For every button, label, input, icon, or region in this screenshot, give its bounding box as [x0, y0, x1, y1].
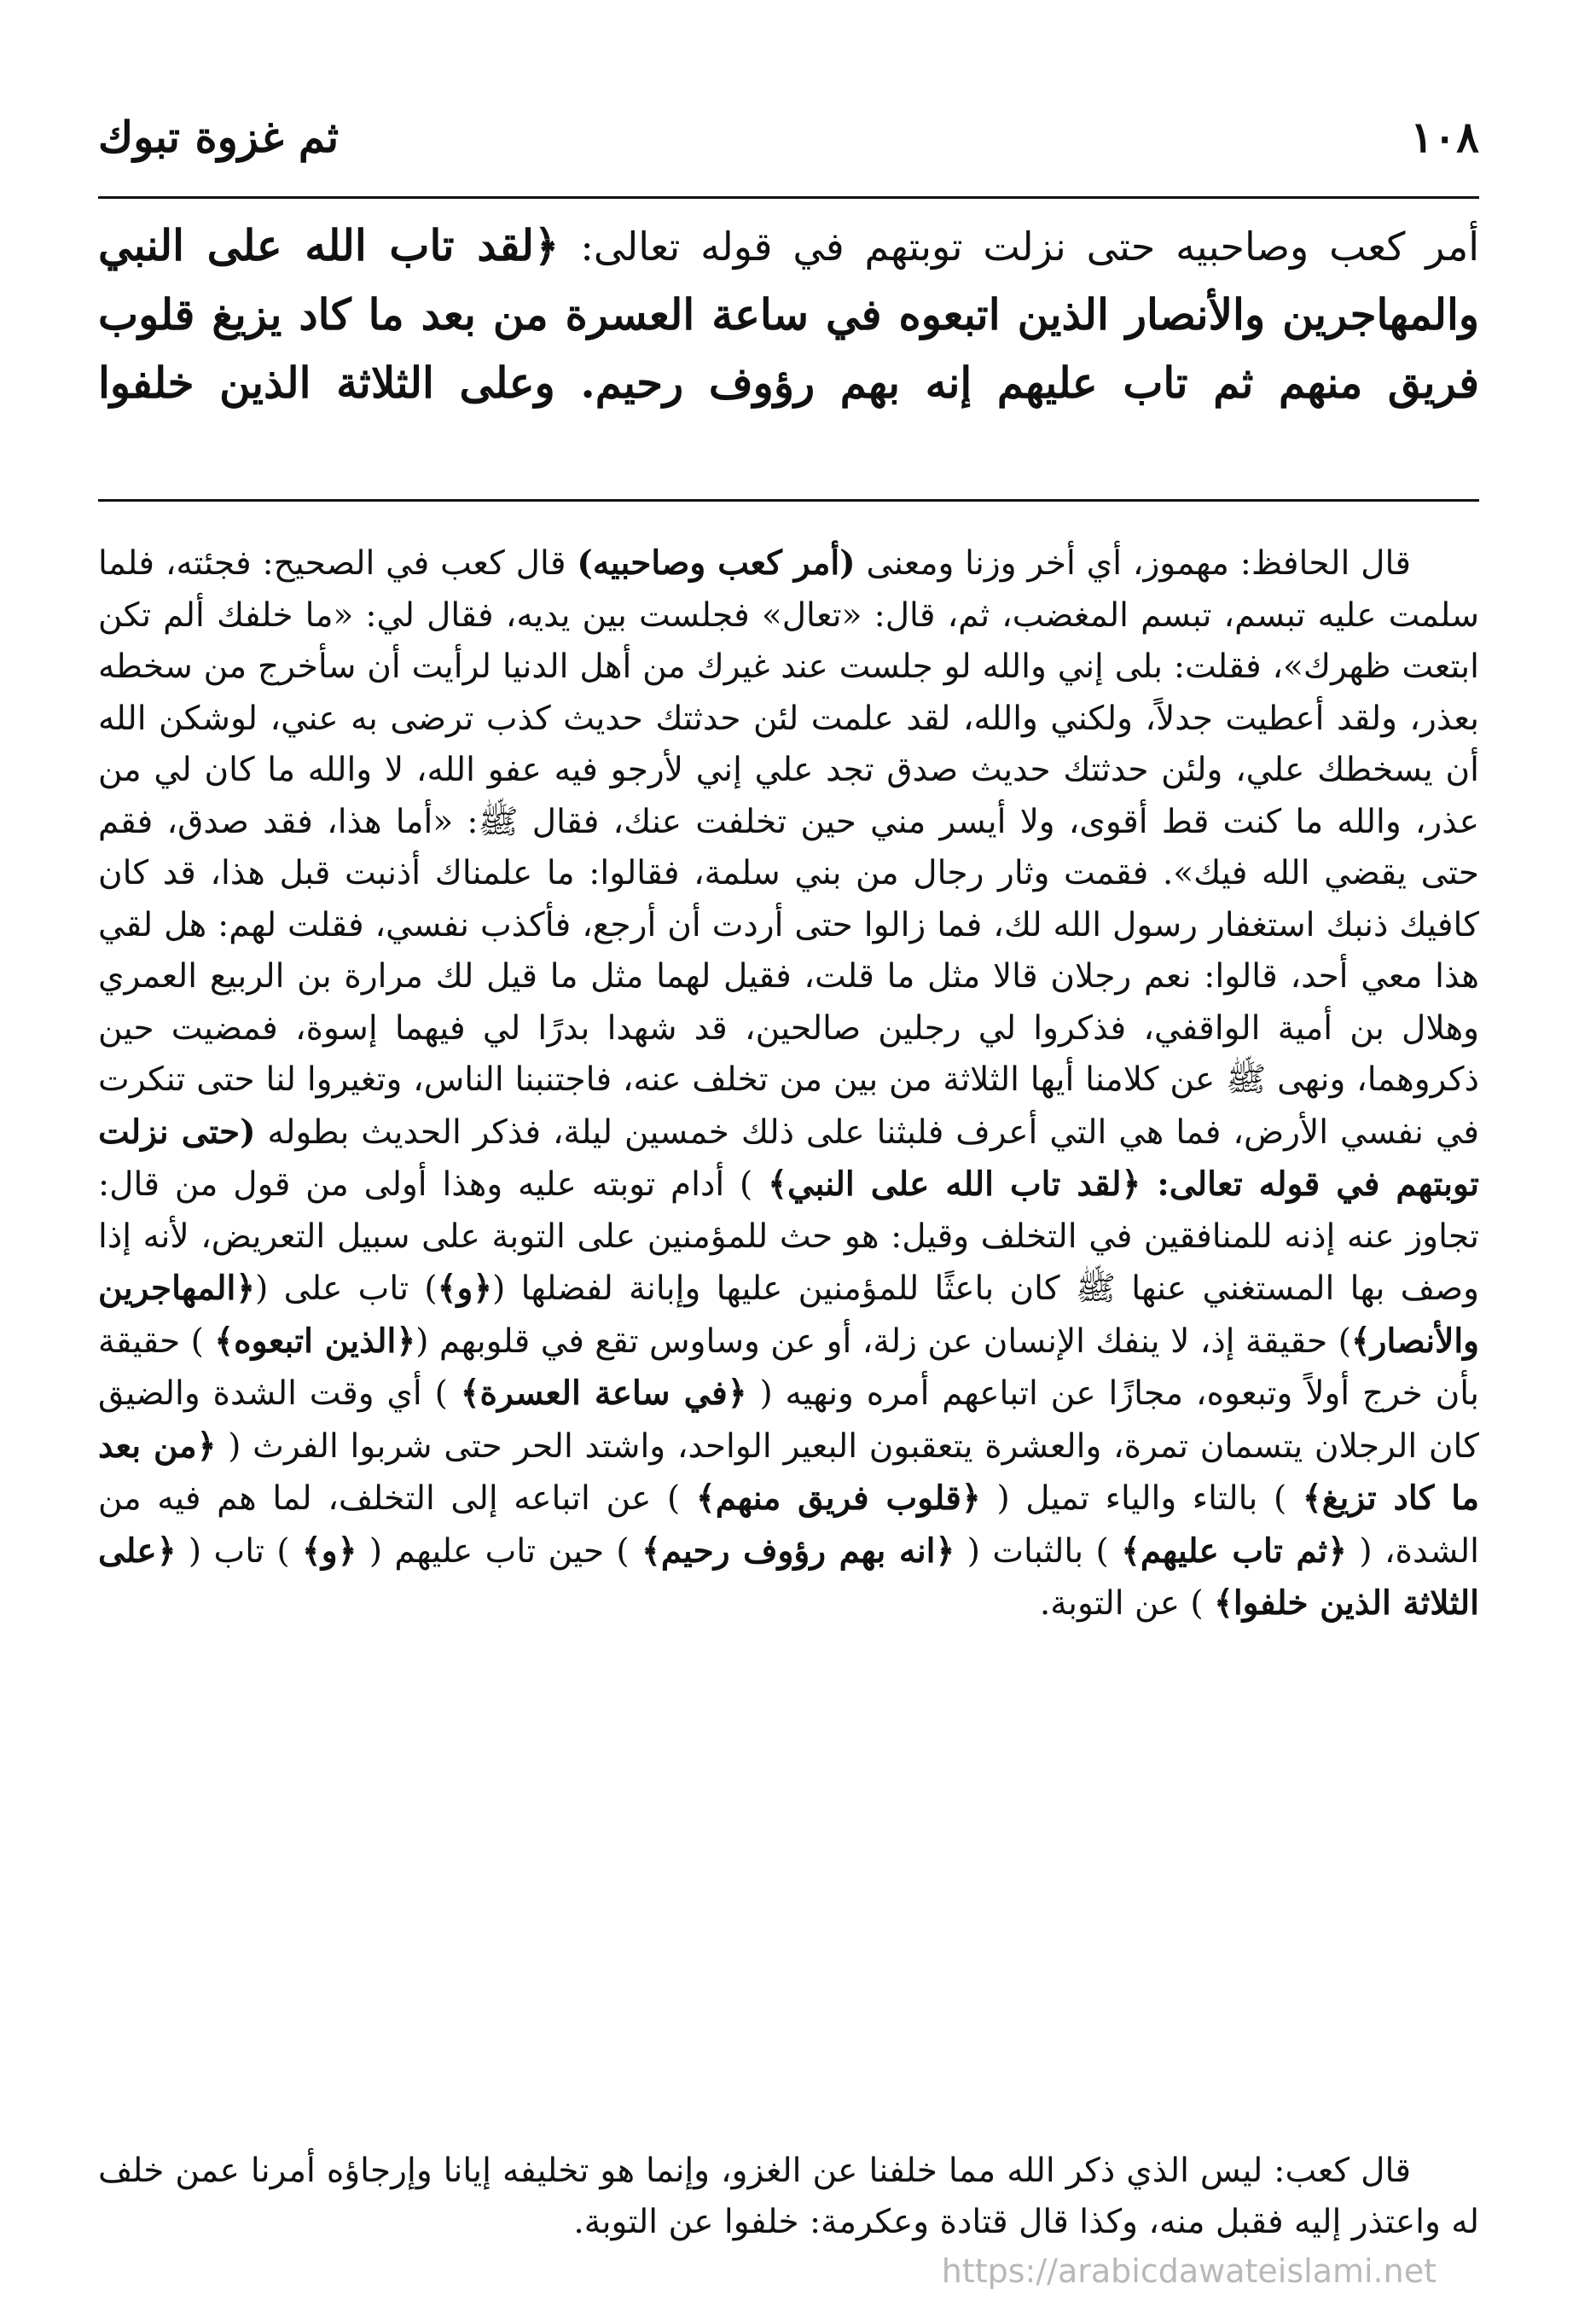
commentary-bold: ﴿و﴾ — [437, 1269, 493, 1308]
closing-block — [98, 2146, 1479, 2248]
verse-rule — [98, 499, 1479, 502]
commentary-block — [98, 537, 1479, 1630]
page-number: ١٠٨ — [1410, 111, 1479, 162]
commentary-text: قال كعب في الصحيح: فجئته، فلما سلمت عليه تبسم، تبسم المغضب، ثم، قال: «تعال» فجلست بين يديه، فقال لي: «ما خلفك ألم تكن ابتعت ظهرك»، فقلت: بلى إني والله لو جلست عند غيرك من أهل الدنيا لرأيت أن سأخرج من سخطه بعذر، ولقد أعطيت جدلاً، ولكني والله، لقد علمت لئن حدثتك حديث كذب ترضى به عني، لوشكن الله أن يسخطك علي، ولئن حدثتك حديث صدق تجد علي إني لأرجو فيه عفو الله، لا والله ما كان لي من عذر، والله ما كنت قط أقوى، ولا أيسر مني حين تخلفت عنك، فقال ﷺ: «أما هذا، فقد صدق، فقم حتى يقضي الله فيك». فقمت وثار رجال من بني سلمة، فقالوا: ما علمناك أذنبت قبل هذا، قد كان كافيك ذنبك استغفار رسول الله لك، فما زالوا حتى أردت أن أرجع، فأكذب نفسي، فقلت لهم: هل لقي هذا معي أحد، قالوا: نعم رجلان قالا مثل ما قلت، فقيل لهما مثل ما قيل لك مرارة بن الربيع العمري وهلال بن أمية الواقفي، فذكروا لي رجلين صالحين، قد شهدا بدرًا لي فيهما إسوة، فمضيت حين ذكروهما، ونهى ﷺ عن كلامنا أيها الثلاثة من بين من تخلف عنه، فاجتنبنا الناس، وتغيروا لنا حتى تنكرت في نفسي الأرض، فما هي التي أعرف فلبثنا على ذلك خمسين ليلة، فذكر الحديث بطوله — [98, 544, 1480, 1152]
commentary-paragraph: قال الحافظ: مهموز، أي أخر وزنا ومعنى (أمر كعب وصاحبيه) قال كعب في الصحيح: فجئته، فلما سلمت عليه تبسم، تبسم المغضب، ثم، قال: «تعال» فجلست بين يديه، فقال لي: «ما خلفك ألم تكن ابتعت ظهرك»، فقلت: بلى إني والله لو جلست عند غيرك من أهل الدنيا لرأيت أن سأخرج من سخطه بعذر، ولقد أعطيت جدلاً، ولكني والله، لقد علمت لئن حدثتك حديث كذب ترضى به عني، لوشكن الله أن يسخطك علي، ولئن حدثتك حديث صدق تجد علي إني لأرجو فيه عفو الله، لا والله ما كان لي من عذر، والله ما كنت قط أقوى، ولا أيسر مني حين تخلفت عنك، فقال ﷺ: «أما هذا، فقد صدق، فقم حتى يقضي الله فيك». فقمت وثار رجال من بني سلمة، فقالوا: ما علمناك أذنبت قبل هذا، قد كان كافيك ذنبك استغفار رسول الله لك، فما زالوا حتى أردت أن أرجع، فأكذب نفسي، فقلت لهم: هل لقي هذا معي أحد، قالوا: نعم رجلان قالا مثل ما قلت، فقيل لهما مثل ما قيل لك مرارة بن الربيع العمري وهلال بن أمية الواقفي، فذكروا لي رجلين صالحين، قد شهدا بدرًا لي فيهما إسوة، فمضيت حين ذكروهما، ونهى ﷺ عن كلامنا أيها الثلاثة من بين من تخلف عنه، فاجتنبنا الناس، وتغيروا لنا حتى تنكرت في نفسي الأرض، فما هي التي أعرف فلبثنا على ذلك خمسين ليلة، فذكر الحديث بطوله (حتى نزلت توبتهم في قوله تعالى: ﴿لقد تاب الله على النبي﴾ ) أدام توبته عليه وهذا أولى من قول من قال: تجاوز عنه إذنه للمنافقين في التخلف وقيل: هو حث للمؤمنين على التوبة على سبيل التعريض، لأنه إذا وصف بها المستغني عنها ﷺ كان باعثًا للمؤمنين عليها وإبانة لفضلها (﴿و﴾) تاب على (﴿المهاجرين والأنصار﴾) حقيقة إذ، لا ينفك الإنسان عن زلة، أو عن وساوس تقع في قلوبهم (﴿الذين اتبعوه﴾ ) حقيقة بأن خرج أولاً وتبعوه، مجازًا عن اتباعهم أمره ونهيه ( ﴿في ساعة العسرة﴾ ) أي وقت الشدة والضيق كان الرجلان يتسمان تمرة، والعشرة يتعقبون البعير الواحد، واشتد الحر حتى شربوا الفرث ( ﴿من بعد ما كاد تزيغ﴾ ) بالتاء والياء تميل ( ﴿قلوب فريق منهم﴾ ) عن اتباعه إلى التخلف، لما هم فيه من الشدة، ( ﴿ثم تاب عليهم﴾ ) بالثبات ( ﴿انه بهم رؤوف رحيم﴾ ) حين تاب عليهم ( ﴿و﴾ ) تاب ( ﴿على الثلاثة الذين خلفوا﴾ ) عن التوبة. — [98, 543, 1480, 1623]
commentary-bold: ﴿و﴾ — [301, 1531, 357, 1571]
commentary-bold: ﴿الذين اتبعوه﴾ — [214, 1321, 416, 1361]
watermark-url: https://arabicdawateislami.net — [941, 2252, 1437, 2290]
chapter-title: ثم غزوة تبوك — [98, 111, 340, 162]
commentary-text: ) حين تاب عليهم ( — [369, 1531, 630, 1571]
commentary-text: حقيقة إذ، لا ينفك الإنسان عن زلة، أو عن وساوس تقع في قلوبهم — [438, 1322, 1328, 1361]
verse-block — [98, 212, 1479, 485]
commentary-text: ) حقيقة بأن خرج أولاً وتبعوه، مجازًا عن اتباعهم أمره ونهيه ( — [98, 1322, 1479, 1413]
commentary-text: ) أي وقت الشدة والضيق كان الرجلان يتسمان تمرة، والعشرة يتعقبون البعير الواحد، واشتد الحر حتى شربوا الفرث ( — [98, 1374, 1479, 1466]
commentary-bold: ﴿على الثلاثة الذين خلفوا﴾ — [98, 1531, 1479, 1623]
commentary-bold: ﴿قلوب فريق منهم﴾ — [695, 1479, 981, 1518]
commentary-text: ) بالثبات ( — [966, 1531, 1109, 1571]
commentary-text: ) تاب ( — [188, 1531, 290, 1571]
commentary-text: ) بالتاء والياء تميل ( — [996, 1479, 1287, 1518]
commentary-bold: ﴿من بعد ما كاد تزيغ﴾ — [98, 1426, 1479, 1518]
commentary-bold: ﴿المهاجرين والأنصار﴾ — [98, 1269, 1479, 1361]
commentary-text: تاب على — [283, 1269, 409, 1308]
verse-lead: أمر كعب وصاحبيه حتى نزلت توبتهم في قوله تعالى: — [580, 224, 1479, 270]
commentary-text: ) أدام توبته عليه وهذا أولى من قول من قال: تجاوز عنه إذنه للمنافقين في التخلف وقيل: هو حث للمؤمنين على التوبة على سبيل التعريض، لأنه إذا وصف بها المستغني عنها ﷺ كان باعثًا للمؤمنين عليها وإبانة لفضلها — [98, 1165, 1479, 1308]
commentary-bold: ﴿ثم تاب عليهم﴾ — [1121, 1531, 1348, 1571]
closing-paragraph: قال كعب: ليس الذي ذكر الله مما خلفنا عن الغزو، وإنما هو تخليفه إيانا وإرجاؤه أمرنا عمن خلف له واعتذر إليه فقبل منه، وكذا قال قتادة وعكرمة: خلفوا عن التوبة. — [98, 2152, 1479, 2241]
commentary-text: قال الحافظ: مهموز، أي أخر وزنا ومعنى — [866, 544, 1411, 583]
commentary-text: ) عن التوبة. — [1039, 1584, 1204, 1623]
header-rule — [98, 196, 1479, 199]
commentary-bold: (أمر كعب وصاحبيه) — [577, 543, 856, 583]
commentary-text: ) عن اتباعه إلى التخلف، لما هم فيه من الشدة، ( — [98, 1479, 1479, 1571]
commentary-bold: (حتى نزلت توبتهم في قوله تعالى: ﴿لقد تاب الله على النبي﴾ — [98, 1112, 1479, 1204]
commentary-bold: ﴿انه بهم رؤوف رحيم﴾ — [641, 1531, 955, 1571]
verse-quran-text: ﴿لقد تاب الله على النبي والمهاجرين والأنصار الذين اتبعوه في ساعة العسرة من بعد ما كاد يزيغ قلوب فريق منهم ثم تاب عليهم إنه بهم رؤوف رحيم. وعلى الثلاثة الذين خلفوا — [98, 220, 1479, 408]
page-header — [98, 102, 1479, 171]
commentary-bold: ﴿في ساعة العسرة﴾ — [460, 1374, 747, 1413]
